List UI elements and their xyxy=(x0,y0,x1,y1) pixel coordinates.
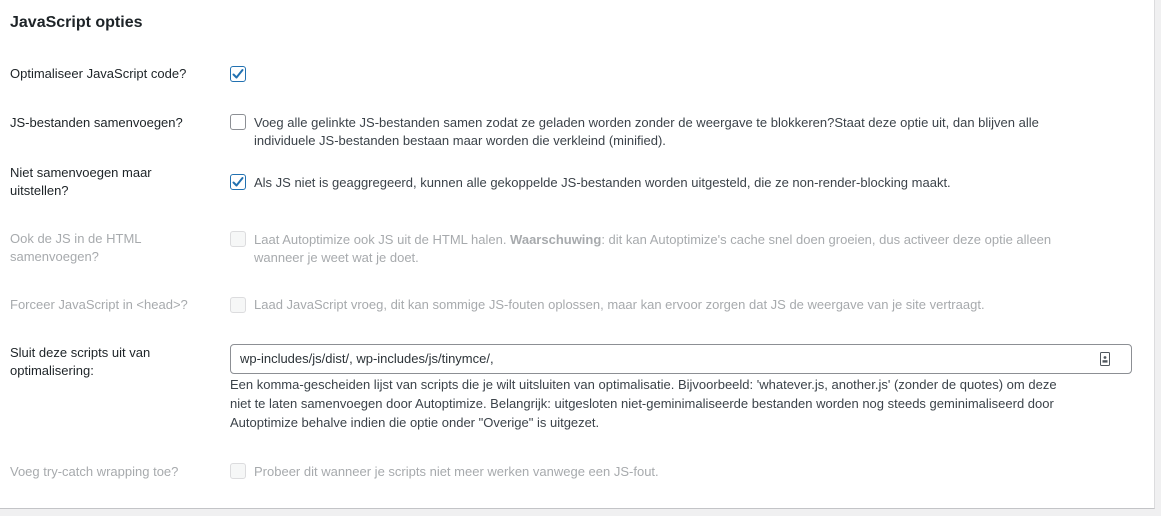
optimize-js-checkbox[interactable] xyxy=(230,66,246,82)
defer-js-label xyxy=(10,164,200,200)
aggregate-desc-line1: Voeg alle gelinkte JS-bestanden samen zodat ze geladen worden zonder de weergave te blokkeren?Staat deze optie uit, dan blijven alle xyxy=(254,115,1039,130)
exclude-label-line2: optimalisering: xyxy=(10,363,94,378)
exclude-help-line2: niet te laten samenvoegen door Autoptimize. Belangrijk: uitgesloten niet-geminimaliseerde bestanden worden nog steeds geminimaliseerd door xyxy=(230,396,1054,411)
try-catch-label: Voeg try-catch wrapping toe? xyxy=(10,464,179,479)
aggregate-js-label: JS-bestanden samenvoegen? xyxy=(10,115,183,130)
aggregate-desc-line2: individuele JS-bestanden bestaan maar worden die verkleind (minified). xyxy=(254,133,666,148)
try-catch-description: Probeer dit wanneer je scripts niet meer werken vanwege een JS-fout. xyxy=(254,464,659,479)
inline-js-label xyxy=(10,230,200,266)
exclude-scripts-label xyxy=(10,344,200,380)
force-head-checkbox[interactable] xyxy=(230,297,246,313)
exclude-label-line1: Sluit deze scripts uit van xyxy=(10,345,151,360)
inline-desc-warning: Waarschuwing xyxy=(510,232,602,247)
inline-desc-line2: wanneer je weet wat je doet. xyxy=(254,250,419,265)
inline-label-line2: samenvoegen? xyxy=(10,249,99,264)
inline-js-checkbox[interactable] xyxy=(230,231,246,247)
inline-desc-post: : dit kan Autoptimize's cache snel doen groeien, dus activeer deze optie alleen xyxy=(601,232,1052,247)
checkmark-icon xyxy=(232,68,244,80)
force-head-label: Forceer JavaScript in <head>? xyxy=(10,297,188,312)
exclude-scripts-help xyxy=(230,375,1130,432)
inline-label-line1: Ook de JS in de HTML xyxy=(10,231,142,246)
inline-desc-pre: Laat Autoptimize ook JS uit de HTML halen. xyxy=(254,232,511,247)
optimize-js-label: Optimaliseer JavaScript code? xyxy=(10,66,187,81)
defer-label-line2: uitstellen? xyxy=(10,183,69,198)
aggregate-js-description xyxy=(254,114,1134,150)
exclude-help-line1: Een komma-gescheiden lijst van scripts die je wilt uitsluiten van optimalisatie. Bijvoorbeeld: 'whatever.js, another.js' (zonder de quotes) om deze xyxy=(230,377,1057,392)
defer-label-line1: Niet samenvoegen maar xyxy=(10,165,152,180)
exclude-help-line3: Autoptimize behalve indien die optie onder "Overige" is uitgezet. xyxy=(230,415,600,430)
exclude-scripts-value: wp-includes/js/dist/, wp-includes/js/tinymce/, xyxy=(240,351,494,366)
exclude-scripts-input[interactable] xyxy=(230,344,1132,374)
aggregate-js-checkbox[interactable] xyxy=(230,114,246,130)
password-manager-icon[interactable] xyxy=(1100,352,1110,366)
inline-desc-line1 xyxy=(254,231,1134,249)
defer-js-description: Als JS niet is geaggregeerd, kunnen alle gekoppelde JS-bestanden worden uitgesteld, die ze non-render-blocking maakt. xyxy=(254,175,951,190)
force-head-description: Laad JavaScript vroeg, dit kan sommige JS-fouten oplossen, maar kan ervoor zorgen dat JS de weergave van je site vertraagt. xyxy=(254,297,985,312)
try-catch-checkbox[interactable] xyxy=(230,463,246,479)
defer-js-checkbox[interactable] xyxy=(230,174,246,190)
inline-js-description xyxy=(254,231,1134,267)
section-title: JavaScript opties xyxy=(10,14,143,31)
checkmark-icon xyxy=(232,176,244,188)
